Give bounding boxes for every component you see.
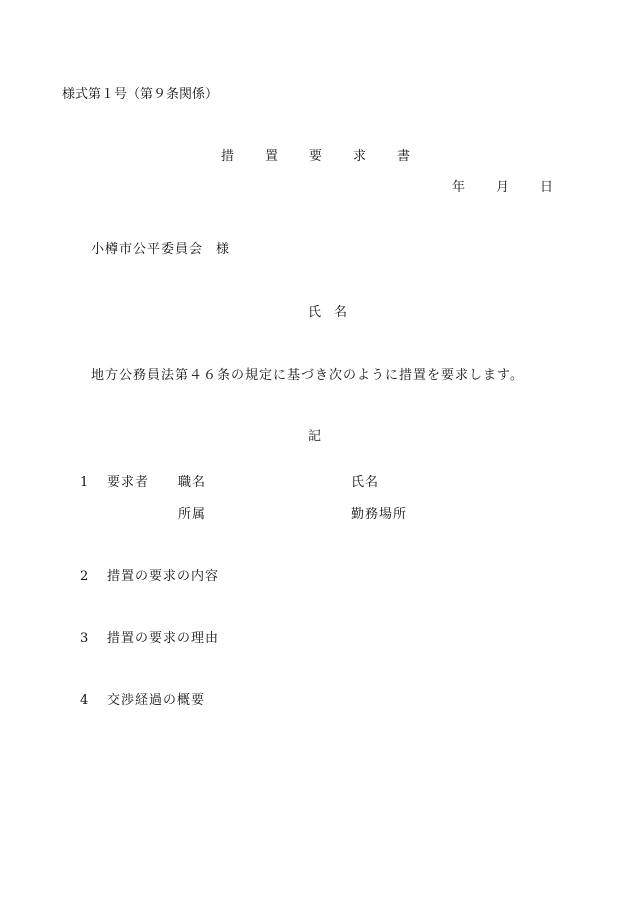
title-char: 置: [265, 149, 279, 164]
addressee: [91, 243, 230, 256]
body-text: 地方公務員法第４６条の規定に基づき次のように措置を要求します。: [91, 368, 524, 383]
field-job-title: 職名: [178, 475, 207, 490]
item-label-requester: 要求者: [107, 475, 150, 490]
document-title: [221, 150, 441, 163]
field-department: 所属: [178, 507, 207, 522]
addressee-name: 小樽市公平委員会: [91, 242, 204, 257]
item-label-content: 措置の要求の内容: [107, 569, 220, 584]
item-number: 3: [80, 631, 89, 646]
title-char: 措: [221, 149, 235, 164]
title-char: 要: [309, 149, 323, 164]
signature-char: 氏: [308, 305, 322, 320]
signature-name-label: [308, 306, 347, 319]
title-char: 求: [353, 149, 367, 164]
field-name: 氏名: [351, 475, 380, 490]
date-year-label: 年: [452, 180, 466, 195]
field-workplace: 勤務場所: [351, 507, 408, 522]
item-label-reason: 措置の要求の理由: [107, 631, 220, 646]
item-number: 1: [80, 475, 89, 490]
form-number: 様式第１号（第９条関係）: [62, 87, 219, 102]
date-day-label: 日: [540, 180, 554, 195]
item-number: 2: [80, 569, 89, 584]
item-number: 4: [80, 693, 89, 708]
date-month-label: 月: [496, 180, 510, 195]
date-line: [452, 181, 553, 194]
addressee-honorific: 様: [216, 242, 231, 257]
ki-heading: 記: [308, 429, 322, 444]
item-label-negotiation: 交渉経過の概要: [107, 693, 206, 708]
signature-char: 名: [334, 305, 348, 320]
title-char: 書: [397, 149, 411, 164]
